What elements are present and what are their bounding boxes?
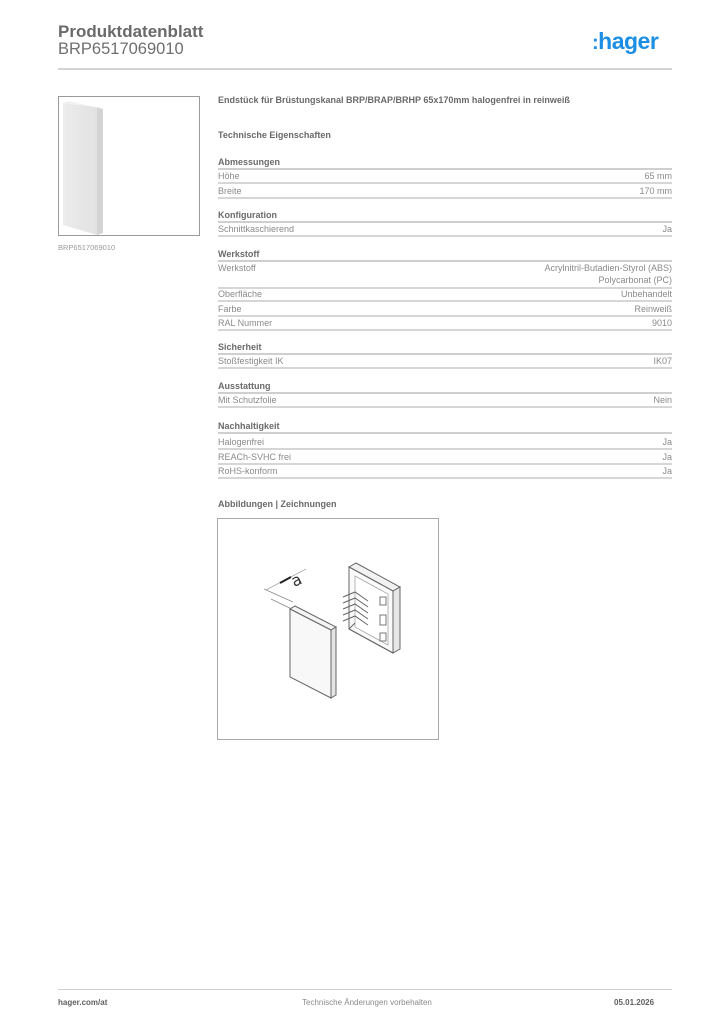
product-image <box>58 96 200 236</box>
figures-heading: Abbildungen | Zeichnungen <box>218 499 337 509</box>
technical-drawing <box>217 518 439 740</box>
spec-label: RoHS-konform <box>218 466 278 476</box>
spec-value-line-2: Polycarbonat (PC) <box>598 275 672 285</box>
spec-row-halogenfrei <box>218 436 672 450</box>
spec-row-rohs <box>218 465 672 479</box>
article-number: BRP6517069010 <box>58 40 184 58</box>
spec-value: 170 mm <box>639 186 672 196</box>
group-heading-abmessungen: Abmessungen <box>218 156 672 170</box>
spec-row-schnittkaschierend <box>218 223 672 237</box>
spec-label: Mit Schutzfolie <box>218 395 277 405</box>
hager-logo <box>592 28 658 56</box>
footer-divider <box>58 989 672 990</box>
group-heading-konfiguration: Konfiguration <box>218 209 672 223</box>
spec-row-stossfestigkeit <box>218 355 672 369</box>
spec-row-werkstoff <box>218 262 672 289</box>
product-image-caption: BRP6517069010 <box>58 243 116 252</box>
document-title: Produktdatenblatt <box>58 22 204 41</box>
spec-value <box>544 262 672 287</box>
spec-row-farbe <box>218 303 672 317</box>
spec-value: Ja <box>662 224 672 234</box>
spec-value: Ja <box>662 437 672 447</box>
group-heading-nachhaltigkeit: Nachhaltigkeit <box>218 420 672 434</box>
header-divider <box>58 68 672 70</box>
spec-value: Nein <box>653 395 672 405</box>
end-cap-drawing-icon <box>218 519 438 739</box>
spec-value: 9010 <box>651 318 672 328</box>
spec-label: Halogenfrei <box>218 437 265 447</box>
spec-label: REACh-SVHC frei <box>218 452 292 462</box>
product-description: Endstück für Brüstungskanal BRP/BRAP/BRHP 65x170mm halogenfrei in reinweiß <box>218 95 570 105</box>
spec-row-oberflaeche <box>218 288 672 302</box>
footer-website: hager.com/at <box>58 998 108 1007</box>
technical-properties-heading: Technische Eigenschaften <box>218 130 331 140</box>
footer-date: 05.01.2026 <box>614 998 655 1007</box>
spec-row-breite <box>218 185 672 199</box>
spec-value: Reinweiß <box>634 304 672 314</box>
spec-label: Höhe <box>218 171 240 181</box>
spec-value: Ja <box>662 452 672 462</box>
logo-colon: : <box>592 32 599 54</box>
spec-row-ral-nummer <box>218 317 672 331</box>
spec-label: Schnittkaschierend <box>218 224 295 234</box>
spec-row-reach <box>218 451 672 465</box>
group-heading-sicherheit: Sicherheit <box>218 341 672 355</box>
spec-label: Farbe <box>218 304 242 314</box>
spec-value: Unbehandelt <box>620 289 672 299</box>
spec-label: Werkstoff <box>218 263 256 273</box>
logo-text: hager <box>598 28 659 54</box>
spec-label: Stoßfestigkeit IK <box>218 356 284 366</box>
spec-value: Ja <box>662 466 672 476</box>
spec-label: Breite <box>218 186 242 196</box>
spec-value: IK07 <box>653 356 672 366</box>
footer-disclaimer: Technische Änderungen vorbehalten <box>302 998 432 1007</box>
spec-row-schutzfolie <box>218 394 672 408</box>
spec-label: RAL Nummer <box>218 318 273 328</box>
spec-row-hoehe <box>218 170 672 184</box>
group-heading-werkstoff: Werkstoff <box>218 248 672 262</box>
spec-value: 65 mm <box>644 171 672 181</box>
spec-value-line-1: Acrylnitril-Butadien-Styrol (ABS) <box>544 263 672 273</box>
spec-label: Oberfläche <box>218 289 263 299</box>
end-cap-photo-icon <box>59 97 199 235</box>
dimension-label: a <box>287 569 305 591</box>
group-heading-ausstattung: Ausstattung <box>218 380 672 394</box>
